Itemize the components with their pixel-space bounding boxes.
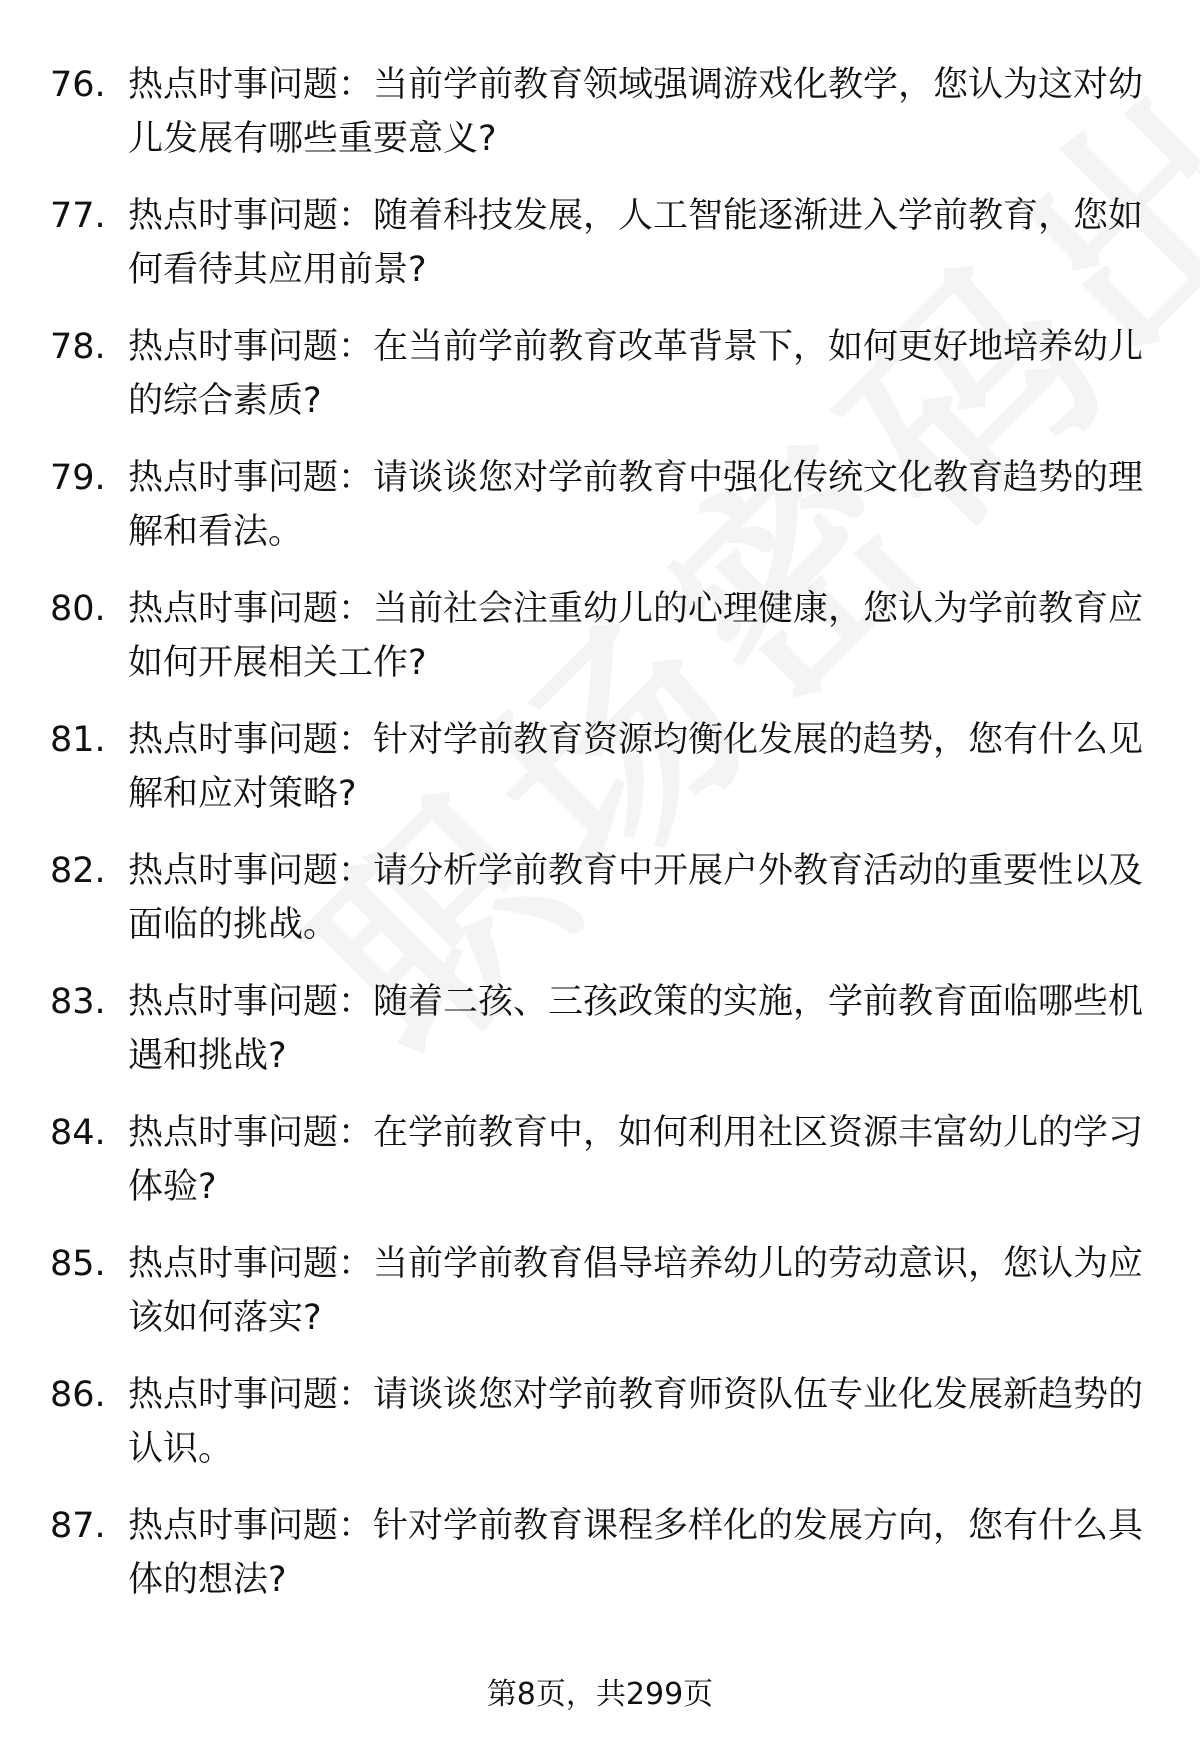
question-item (50, 451, 1150, 582)
question-number: 79. (50, 458, 106, 498)
question-item (50, 1368, 1150, 1499)
question-number: 77. (50, 196, 106, 236)
question-number: 83. (50, 982, 106, 1022)
question-number: 81. (50, 720, 106, 760)
question-number: 86. (50, 1375, 106, 1415)
question-item (50, 189, 1150, 320)
question-number: 82. (50, 851, 106, 891)
question-item (50, 320, 1150, 451)
question-text: 热点时事问题：针对学前教育课程多样化的发展方向，您有什么具体的想法? (128, 1506, 1144, 1600)
question-text: 热点时事问题：请谈谈您对学前教育中强化传统文化教育趋势的理解和看法。 (128, 458, 1144, 552)
question-item (50, 975, 1150, 1106)
page-footer (0, 1675, 1200, 1715)
question-number: 76. (50, 65, 106, 105)
question-item (50, 1106, 1150, 1237)
question-item (50, 713, 1150, 844)
question-item (50, 582, 1150, 713)
question-number: 87. (50, 1506, 106, 1546)
question-text: 热点时事问题：在当前学前教育改革背景下，如何更好地培养幼儿的综合素质? (128, 327, 1144, 421)
question-number: 85. (50, 1244, 106, 1284)
question-number: 78. (50, 327, 106, 367)
question-text: 热点时事问题：当前社会注重幼儿的心理健康，您认为学前教育应如何开展相关工作? (128, 589, 1144, 683)
question-text: 热点时事问题：在学前教育中，如何利用社区资源丰富幼儿的学习体验? (128, 1113, 1144, 1207)
question-item (50, 1499, 1150, 1630)
question-item (50, 1237, 1150, 1368)
question-item (50, 58, 1150, 189)
question-number: 80. (50, 589, 106, 629)
question-text: 热点时事问题：针对学前教育资源均衡化发展的趋势，您有什么见解和应对策略? (128, 720, 1144, 814)
question-text: 热点时事问题：请分析学前教育中开展户外教育活动的重要性以及面临的挑战。 (128, 851, 1144, 945)
question-text: 热点时事问题：随着科技发展，人工智能逐渐进入学前教育，您如何看待其应用前景? (128, 196, 1144, 290)
question-text: 热点时事问题：当前学前教育倡导培养幼儿的劳动意识，您认为应该如何落实? (128, 1244, 1144, 1338)
question-text: 热点时事问题：当前学前教育领域强调游戏化教学，您认为这对幼儿发展有哪些重要意义? (128, 65, 1144, 159)
question-number: 84. (50, 1113, 106, 1153)
question-text: 热点时事问题：请谈谈您对学前教育师资队伍专业化发展新趋势的认识。 (128, 1375, 1144, 1469)
question-list (50, 58, 1150, 1630)
page-number-label: 第8页，共299页 (486, 1677, 714, 1712)
question-text: 热点时事问题：随着二孩、三孩政策的实施，学前教育面临哪些机遇和挑战? (128, 982, 1144, 1076)
question-item (50, 844, 1150, 975)
